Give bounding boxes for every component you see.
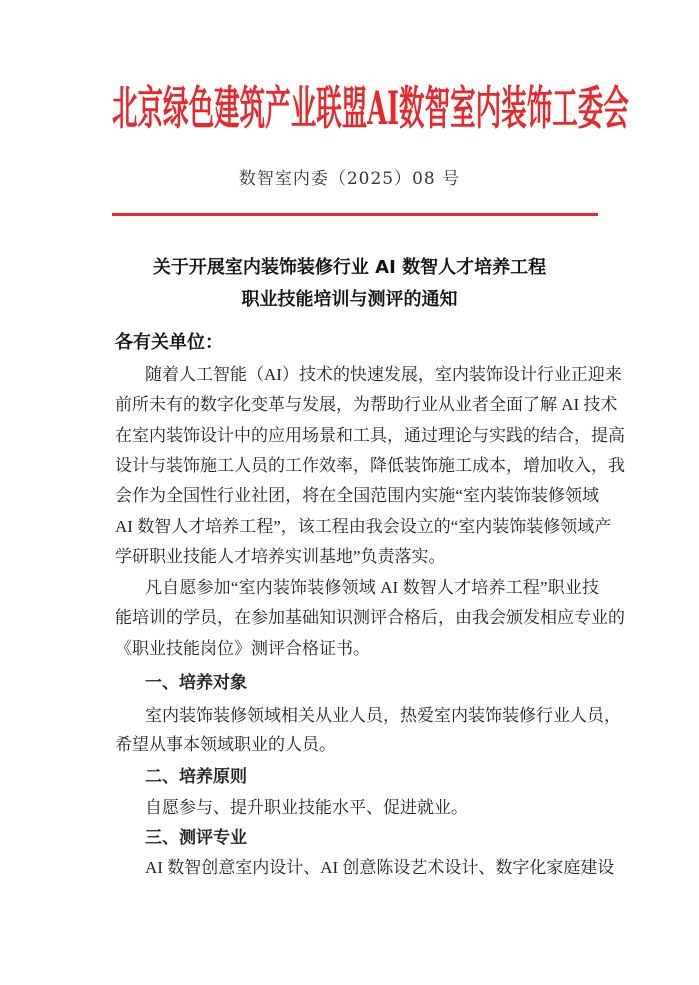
paragraph-line: 随着人工智能（AI）技术的快速发展，室内装饰设计行业正迎来 [145,365,622,384]
notice-title-line1: 关于开展室内装饰装修行业 AI 数智人才培养工程 [152,257,547,278]
paragraph-line: 凡自愿参加“室内装饰装修领域 AI 数智人才培养工程”职业技 [145,578,599,597]
document-number: 数智室内委（2025）08 号 [238,169,461,189]
paragraph-line: 在室内装饰设计中的应用场景和工具，通过理论与实践的结合，提高 [115,426,625,445]
paragraph-line: 希望从事本领域职业的人员。 [115,735,336,754]
section-heading-2: 二、培养原则 [145,767,247,787]
paragraph-line: 室内装饰装修领域相关从业人员，热爱室内装饰装修行业人员， [145,706,621,725]
section-heading-3: 三、测评专业 [145,828,247,848]
paragraph-line: AI 数智创意室内设计、AI 创意陈设艺术设计、数字化家庭建设 [145,858,615,877]
paragraph-line: 能培训的学员，在参加基础知识测评合格后，由我会颁发相应专业的 [115,608,625,627]
paragraph-line: 《职业技能岗位》测评合格证书。 [115,639,370,658]
paragraph-line: AI 数智人才培养工程”，该工程由我会设立的“室内装饰装修领域产 [115,517,612,536]
paragraph-line: 自愿参与、提升职业技能水平、促进就业。 [145,798,468,817]
organization-letterhead: 北京绿色建筑产业联盟AI数智室内装饰工委会 [112,81,629,135]
paragraph-line: 前所未有的数字化变革与发展，为帮助行业从业者全面了解 AI 技术 [115,395,618,414]
paragraph-line: 会作为全国性行业社团，将在全国范围内实施“室内装饰装修领域 [115,486,599,505]
paragraph-line: 设计与装饰施工人员的工作效率，降低装饰施工成本，增加收入，我 [115,456,625,475]
red-divider [112,213,598,216]
notice-title-line2: 职业技能培训与测评的通知 [241,289,458,310]
paragraph-line: 学研职业技能人才培养实训基地”负责落实。 [115,547,446,566]
greeting: 各有关单位： [115,332,223,353]
section-heading-1: 一、培养对象 [145,673,247,693]
